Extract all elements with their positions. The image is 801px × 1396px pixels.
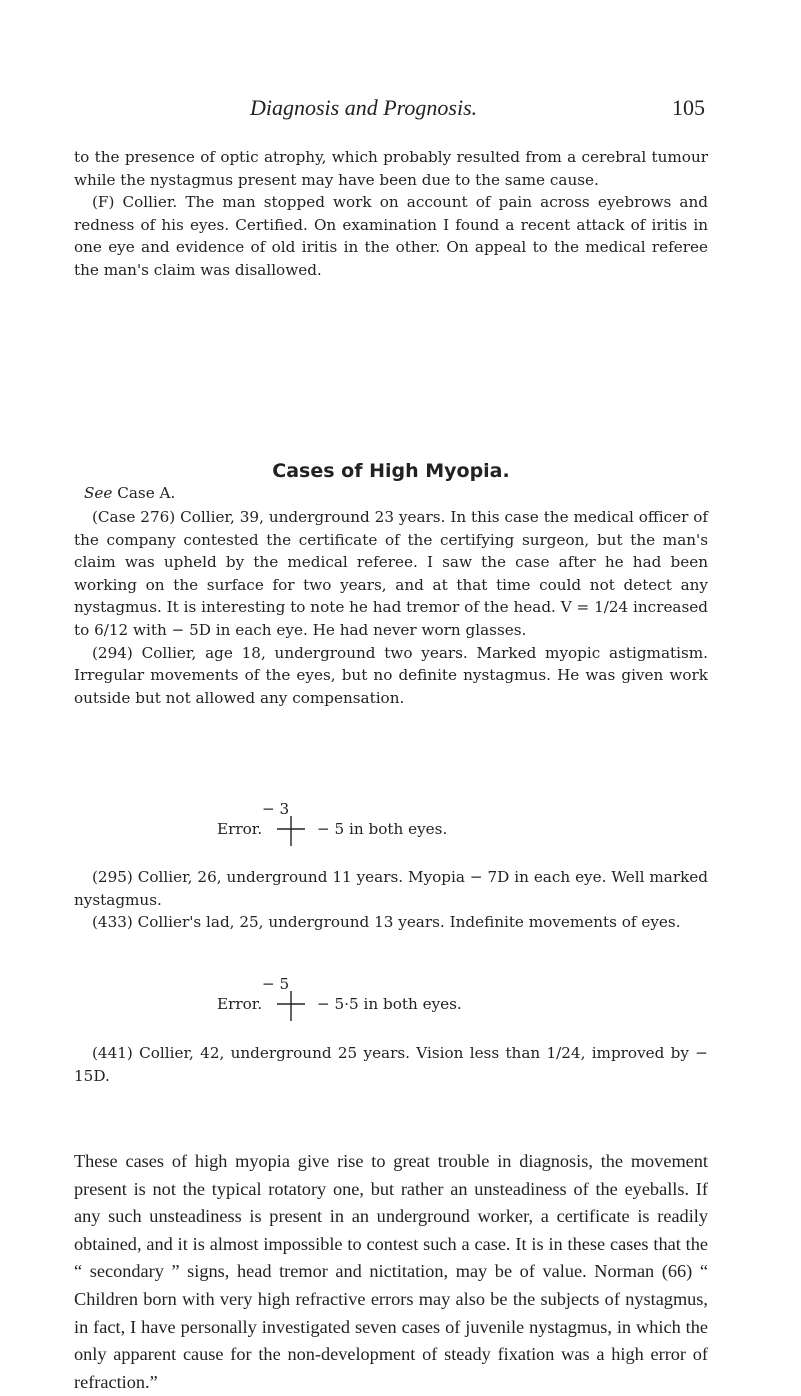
see-reference [84,484,175,502]
case-295: (295) Collier, 26, underground 11 years. Myopia − 7D in each eye. Well marked nystagmus. [74,868,708,909]
case-block-1 [74,506,708,709]
error-label: Error. [217,820,263,838]
closing-paragraph: These cases of high myopia give rise to great trouble in diagnosis, the movement present is not the typical rotatory one, but rather an unsteadiness of the eyeballs. If any such unsteadiness is present in an underground worker, a certificate is readily obtained, and it is almost impossible to contest such a case. It is in these cases that the “ secondary ” signs, head tremor and nictitation, may be of value. Norman (66) “ Children born with very high refractive errors may also be the subjects of nystagmus, in fact, I have personally investigated seven cases of juvenile nystagmus, in which the only apparent cause for the non-development of steady fixation was a high error of refraction.” [74,1151,708,1392]
case-block-2 [74,866,708,934]
opening-text [74,146,708,282]
section-heading: Cases of High Myopia. [272,460,510,482]
running-title: Diagnosis and Prognosis. [250,95,478,120]
see-target: Case A. [117,484,176,502]
optical-cross-icon [277,987,305,1021]
paragraph-case-f: (F) Collier. The man stopped work on account of pain across eyebrows and redness of his eyes. Certified. On examination I found a recent attack of iritis in one eye and evidence of old iritis in the other. On appeal to the medical referee the man's claim was disallowed. [74,193,708,279]
closing-discussion [74,1148,708,1396]
error-formula-2 [0,975,801,1037]
error-cylinder-value: − 5 [262,975,290,993]
case-294: (294) Collier, age 18, underground two years. Marked myopic astigmatism. Irregular movements of the eyes, but no definite nystagmus. He was given work outside but not allowed any compensation. [74,643,708,707]
error-cylinder-value: − 3 [262,800,290,818]
error-formula-1 [0,800,801,862]
case-block-3 [74,1042,708,1087]
see-word: See [84,484,113,502]
case-441: (441) Collier, 42, underground 25 years. Vision less than 1/24, improved by − 15D. [74,1044,708,1085]
running-head [250,95,705,121]
error-sphere-value: − 5·5 in both eyes. [317,995,462,1013]
error-sphere-value: − 5 in both eyes. [317,820,448,838]
optical-cross-icon [277,812,305,846]
case-276: (Case 276) Collier, 39, underground 23 years. In this case the medical officer of the company contested the certificate of the certifying surgeon, but the man's claim was upheld by the medical referee. I saw the case after he had been working on the surface for two years, and at that time could not detect any nystagmus. It is interesting to note he had tremor of the head. V = 1/24 increased to 6/12 with − 5D in each eye. He had never worn glasses. [74,508,708,639]
error-label: Error. [217,995,263,1013]
case-433: (433) Collier's lad, 25, underground 13 years. Indefinite movements of eyes. [92,913,681,932]
page-number: 105 [672,95,705,120]
paragraph-continuation: to the presence of optic atrophy, which probably resulted from a cerebral tumour while the nystagmus present may have been due to the same cause. [74,148,708,189]
